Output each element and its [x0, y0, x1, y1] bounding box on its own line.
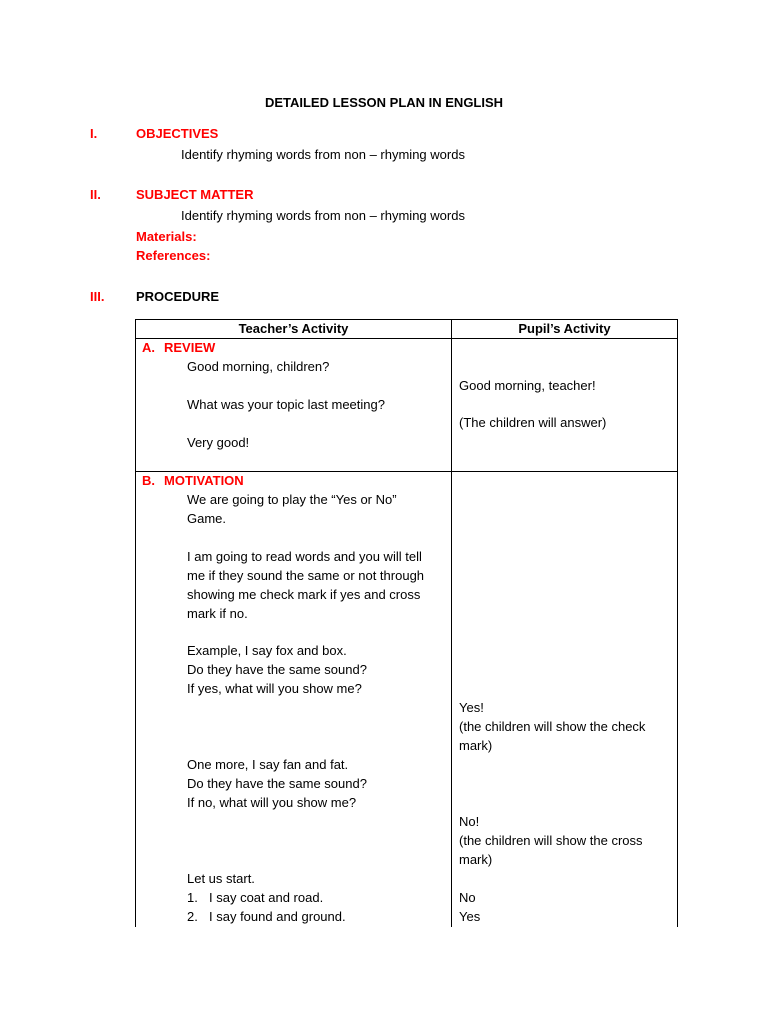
pupil-line: mark): [459, 852, 493, 867]
pupil-line: mark): [459, 738, 493, 753]
section-numeral: III.: [90, 289, 105, 304]
review-title: REVIEW: [164, 340, 216, 355]
table-header-divider: [135, 338, 678, 339]
pupil-line: Yes!: [459, 700, 484, 715]
list-number: 2.: [187, 909, 198, 924]
list-number: 1.: [187, 890, 198, 905]
teacher-line: me if they sound the same or not through: [187, 568, 425, 583]
section-heading-objectives: OBJECTIVES: [136, 126, 219, 141]
teacher-line: What was your topic last meeting?: [187, 397, 385, 412]
pupil-line: (the children will show the check: [459, 719, 646, 734]
list-item-text: I say coat and road.: [209, 890, 324, 905]
teacher-line: Do they have the same sound?: [187, 776, 367, 791]
teacher-line: Good morning, children?: [187, 359, 330, 374]
teacher-line: One more, I say fan and fat.: [187, 757, 349, 772]
references-label: References:: [136, 248, 211, 263]
teacher-line: Very good!: [187, 435, 250, 450]
table-column-divider: [451, 319, 452, 927]
table-border-right: [677, 319, 678, 927]
teacher-line: If no, what will you show me?: [187, 795, 357, 810]
pupil-line: No: [459, 890, 476, 905]
motivation-title: MOTIVATION: [164, 473, 244, 488]
section-numeral: II.: [90, 187, 101, 202]
section-heading-procedure: PROCEDURE: [136, 289, 220, 304]
pupil-line: (the children will show the cross: [459, 833, 643, 848]
motivation-label: B.: [142, 473, 155, 488]
objective-text: Identify rhyming words from non – rhyming words: [181, 147, 465, 162]
pupil-line: No!: [459, 814, 480, 829]
teacher-line: We are going to play the “Yes or No”: [187, 492, 397, 507]
materials-label: Materials:: [136, 229, 197, 244]
document-title: DETAILED LESSON PLAN IN ENGLISH: [264, 95, 504, 110]
pupil-line: Good morning, teacher!: [459, 378, 596, 393]
teacher-line: I am going to read words and you will tell: [187, 549, 422, 564]
teacher-line: Example, I say fox and box.: [187, 643, 347, 658]
table-border-left: [135, 319, 136, 927]
teacher-line: Do they have the same sound?: [187, 662, 367, 677]
teacher-line: Let us start.: [187, 871, 255, 886]
teacher-line: Game.: [187, 511, 227, 526]
section-heading-subject-matter: SUBJECT MATTER: [136, 187, 254, 202]
pupil-line: (The children will answer): [459, 415, 607, 430]
table-header-teacher: Teacher’s Activity: [238, 321, 349, 336]
teacher-line: showing me check mark if yes and cross: [187, 587, 421, 602]
list-item-text: I say found and ground.: [209, 909, 346, 924]
table-header-pupil: Pupil’s Activity: [518, 321, 611, 336]
subject-matter-text: Identify rhyming words from non – rhyming words: [181, 208, 465, 223]
review-label: A.: [142, 340, 155, 355]
teacher-line: mark if no.: [187, 606, 248, 621]
pupil-line: Yes: [459, 909, 481, 924]
section-numeral: I.: [90, 126, 98, 141]
teacher-line: If yes, what will you show me?: [187, 681, 362, 696]
